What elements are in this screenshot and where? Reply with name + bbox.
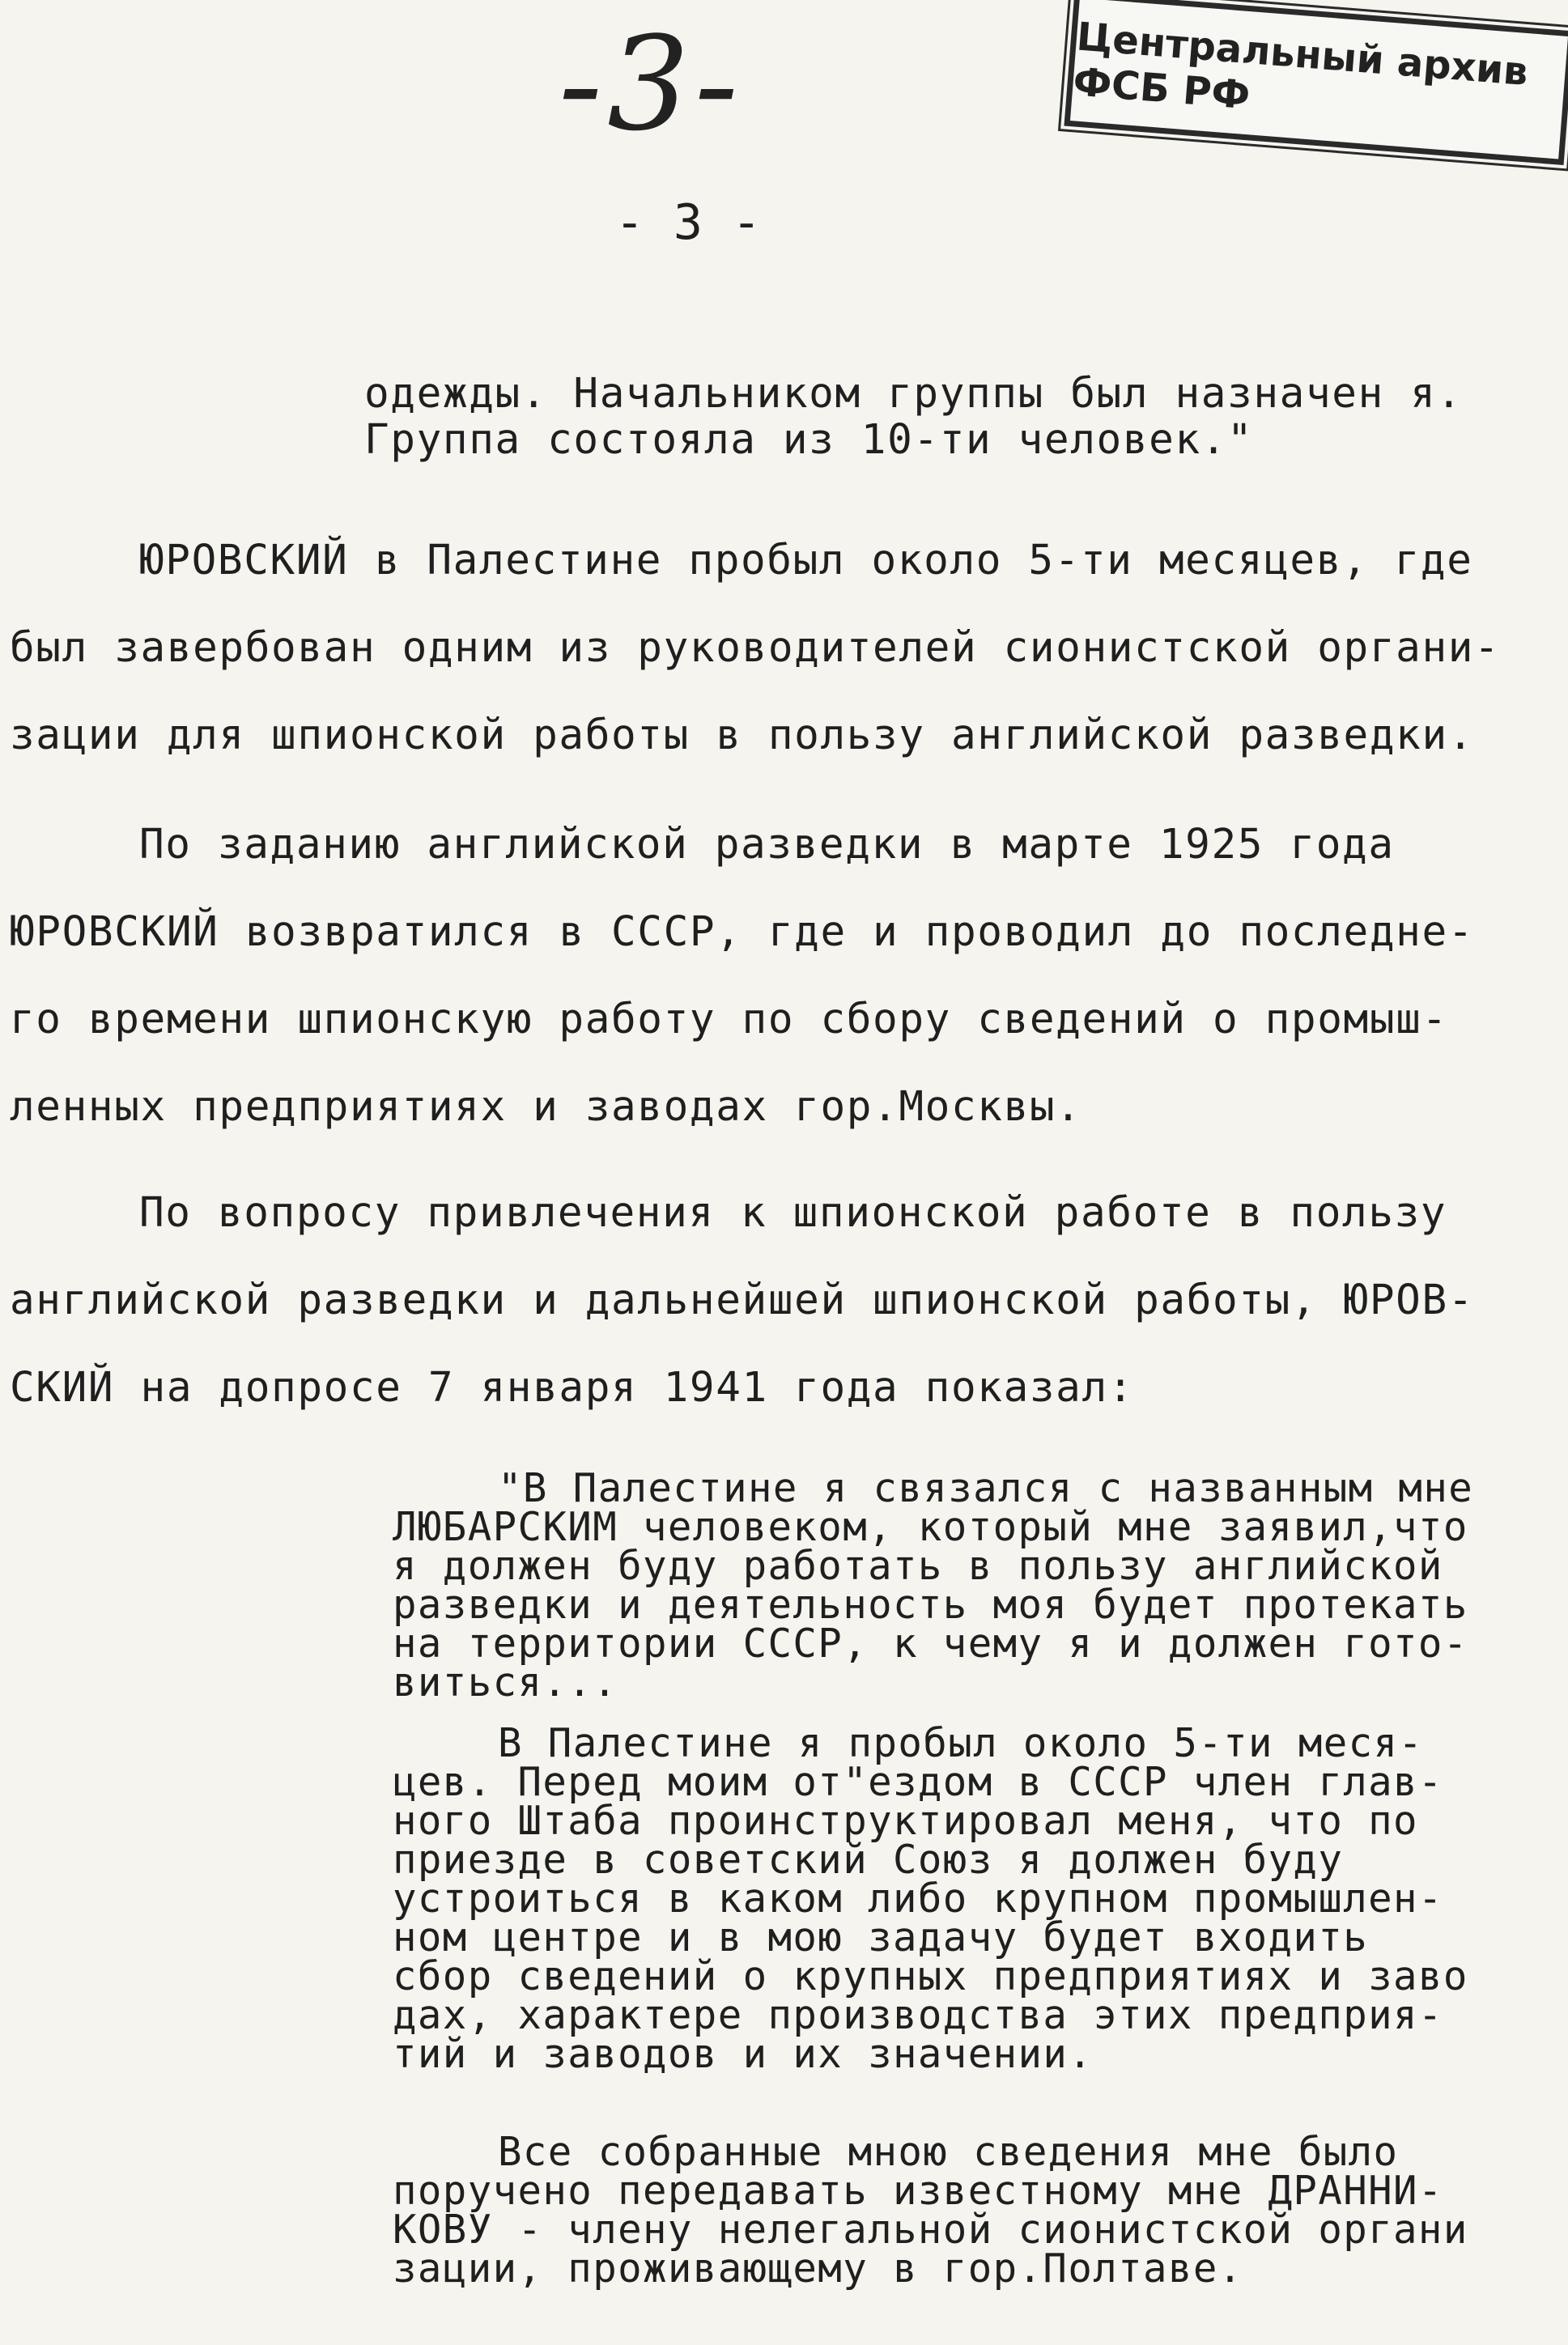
text-line: ЮРОВСКИЙ возвратился в СССР, где и проводил до последне- — [10, 908, 1475, 956]
text-line: устроиться в каком либо крупном промышлен- — [393, 1876, 1443, 1922]
text-line: виться... — [393, 1659, 618, 1706]
archive-stamp: Центральный архив ФСБ РФ — [1064, 0, 1568, 165]
text-line: ЛЮБАРСКИМ человеком, который мне заявил,что — [393, 1504, 1468, 1550]
text-line: Группа состояла из 10-ти человек." — [364, 416, 1254, 464]
text-line: дах, характере производства этих предприя- — [393, 1992, 1443, 2038]
text-line: ном центре и в мою задачу будет входить — [393, 1914, 1369, 1961]
text-line: тий и заводов и их значении. — [393, 2031, 1094, 2077]
typed-page-number: - 3 - — [614, 194, 762, 251]
paragraph-1 — [10, 517, 1500, 780]
text-line: В Палестине я пробыл около 5-ти меся- — [498, 1720, 1424, 1766]
text-line: цев. Перед моим от"ездом в СССР член глав- — [393, 1759, 1443, 1805]
text-line: зации, проживающему в гор.Полтаве. — [393, 2245, 1243, 2292]
paragraph-2 — [10, 801, 1474, 1151]
quote-block-3 — [393, 2129, 1468, 2292]
text-line: По вопросу привлечения к шпионской работе в пользу — [139, 1189, 1447, 1237]
text-line: По заданию английской разведки в марте 1925 года — [139, 821, 1395, 869]
text-line: "В Палестине я связался с названным мне — [498, 1465, 1474, 1511]
text-line: зации для шпионской работы в пользу английской разведки. — [10, 712, 1475, 759]
text-line: был завербован одним из руководителей сионистской органи- — [10, 624, 1501, 672]
text-line: поручено передавать известному мне ДРАННИ- — [393, 2168, 1443, 2214]
quote-block-2 — [393, 1720, 1468, 2077]
text-line: английской разведки и дальнейшей шпионской работы, ЮРОВ- — [10, 1277, 1475, 1324]
quote-continuation — [364, 371, 1463, 463]
text-line: КОВУ - члену нелегальной сионистской органи — [393, 2207, 1468, 2253]
text-line: го времени шпионскую работу по сбору сведений о промыш- — [10, 996, 1448, 1043]
text-line: ного Штаба проинструктировал меня, что по — [393, 1798, 1418, 1844]
text-line: я должен буду работать в пользу английской — [393, 1543, 1443, 1589]
quote-block-1 — [393, 1465, 1474, 1706]
text-line: сбор сведений о крупных предприятиях и заво — [393, 1953, 1468, 1999]
text-line: ленных предприятиях и заводах гор.Москвы. — [10, 1083, 1082, 1131]
text-line: разведки и деятельность моя будет протекать — [393, 1582, 1468, 1628]
text-line: одежды. Начальником группы был назначен я. — [364, 370, 1463, 418]
paragraph-3 — [10, 1170, 1474, 1432]
text-line: Все собранные мною сведения мне было — [498, 2129, 1399, 2175]
handwritten-page-number: -3- — [559, 8, 743, 159]
text-line: приезде в советский Союз я должен буду — [393, 1837, 1344, 1883]
text-line: на территории СССР, к чему я и должен гото- — [393, 1621, 1468, 1667]
text-line: ЮРОВСКИЙ в Палестине пробыл около 5-ти месяцев, где — [139, 537, 1473, 584]
text-line: СКИЙ на допросе 7 января 1941 года показал: — [10, 1364, 1135, 1412]
